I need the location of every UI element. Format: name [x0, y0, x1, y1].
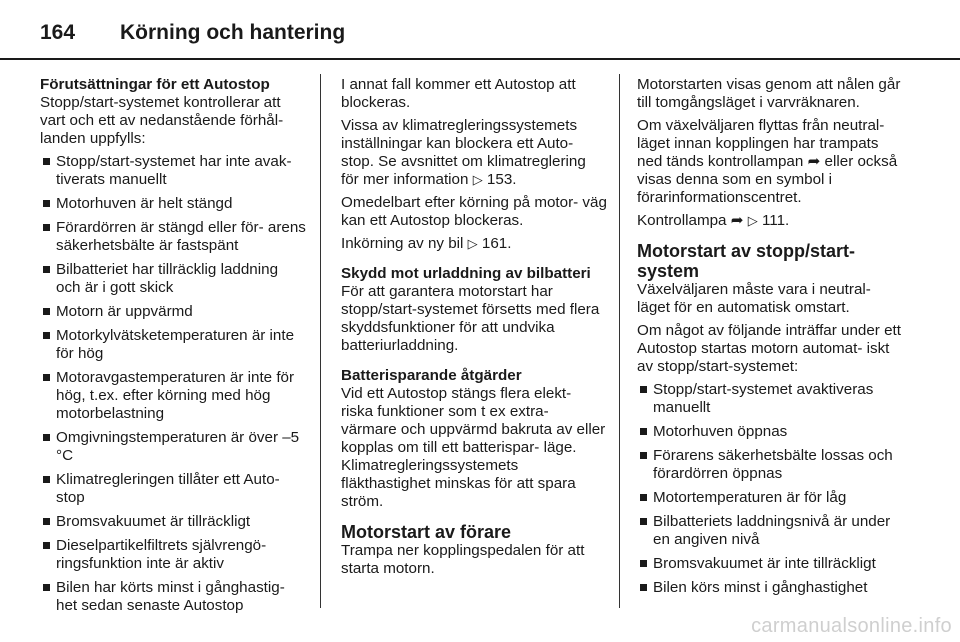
autostop-lamp-icon: ➦	[807, 153, 821, 170]
page-reference-icon: ▷	[747, 213, 758, 228]
list-item: Bromsvakuumet är inte tillräckligt	[637, 555, 903, 573]
paragraph-intro: Stopp/start-systemet kontrollerar att vart och ett av nedanstående förhål- landen uppfylls:	[40, 94, 284, 147]
paragraph-text: Om växelväljaren flyttas från neutral- läget innan kopplingen har trampats ned tänds kontrollampan	[637, 117, 885, 170]
list-item: Bilen körs minst i gånghastighet	[637, 579, 903, 597]
list-item: Omgivningstemperaturen är över –5 °C	[40, 429, 306, 465]
list-item: Dieselpartikelfiltrets självrengö- ringsfunktion inte är aktiv	[40, 537, 306, 573]
restart-conditions-list	[637, 381, 903, 597]
list-item: Bromsvakuumet är tillräckligt	[40, 513, 306, 531]
list-item: Stopp/start-systemet har inte avak- tiverats manuellt	[40, 153, 306, 189]
list-item: Motoravgastemperaturen är inte för hög, t.ex. efter körning med hög motorbelastning	[40, 369, 306, 423]
list-item: Motorhuven är helt stängd	[40, 195, 306, 213]
list-item: Förardörren är stängd eller för- arens säkerhetsbälte är fastspänt	[40, 219, 306, 255]
list-item: Motortemperaturen är för låg	[637, 489, 903, 507]
section-heading-autostop-conditions: Förutsättningar för ett Autostop	[40, 76, 270, 93]
column-2	[341, 76, 607, 583]
paragraph-text: eller också visas denna som en symbol i förarinformationscentret.	[637, 153, 898, 206]
header-rule	[0, 58, 960, 60]
paragraph: Om något av följande inträffar under ett Autostop startas motorn automat- iskt av stopp/start-systemet:	[637, 322, 901, 375]
list-item: Motorhuven öppnas	[637, 423, 903, 441]
list-item: Motorkylvätsketemperaturen är inte för hög	[40, 327, 306, 363]
page-header	[40, 18, 345, 48]
paragraph: Motorstarten visas genom att nålen går till tomgångsläget i varvräknaren.	[637, 76, 901, 111]
paragraph-text: Vissa av klimatregleringssystemets inställningar kan blockera ett Auto- stop. Se avsnittet om klimatreglering för mer information	[341, 117, 586, 188]
paragraph	[341, 117, 607, 189]
list-item: Motorn är uppvärmd	[40, 303, 306, 321]
column-divider-1	[320, 74, 321, 608]
paragraph: Omedelbart efter körning på motor- väg kan ett Autostop blockeras.	[341, 194, 607, 229]
section-heading-system-start: Motorstart av stopp/start-system	[637, 241, 856, 281]
paragraph	[341, 235, 607, 253]
column-3	[637, 76, 903, 603]
paragraph: Trampa ner kopplingspedalen för att starta motorn.	[341, 542, 585, 577]
page-reference-link[interactable]: 161.	[481, 235, 512, 252]
autostop-lamp-icon: ➦	[730, 212, 744, 229]
paragraph: I annat fall kommer ett Autostop att blockeras.	[341, 76, 576, 111]
watermark: carmanualsonline.info	[751, 615, 952, 637]
list-item: Förarens säkerhetsbälte lossas och förardörren öppnas	[637, 447, 903, 483]
page-reference-icon: ▷	[472, 172, 483, 187]
list-item: Klimatregleringen tillåter ett Auto- stop	[40, 471, 306, 507]
column-divider-2	[619, 74, 620, 608]
column-1	[40, 76, 306, 621]
subheading-battery-saving: Batterisparande åtgärder	[341, 367, 522, 384]
subheading-battery-protection: Skydd mot urladdning av bilbatteri	[341, 265, 591, 282]
section-heading-driver-start: Motorstart av förare	[341, 522, 512, 542]
list-item: Bilbatteriets laddningsnivå är under en angiven nivå	[637, 513, 903, 549]
list-item: Bilbatteriet har tillräcklig laddning och är i gott skick	[40, 261, 306, 297]
paragraph: För att garantera motorstart har stopp/start-systemet försetts med flera skyddsfunktioner för att undvika batteriurladdning.	[341, 283, 600, 354]
page-title: Körning och hantering	[120, 21, 346, 44]
page-number: 164	[40, 21, 76, 44]
page-reference-link[interactable]: 153.	[486, 171, 517, 188]
paragraph: Växelväljaren måste vara i neutral- läget för en automatisk omstart.	[637, 281, 871, 316]
conditions-list	[40, 153, 306, 615]
paragraph-text: Kontrollampa	[637, 212, 727, 229]
page-reference-icon: ▷	[467, 236, 478, 251]
paragraph	[637, 212, 903, 230]
list-item: Bilen har körts minst i gånghastig- het sedan senaste Autostop	[40, 579, 306, 615]
paragraph: Vid ett Autostop stängs flera elekt- riska funktioner som t ex extra- värmare och uppvärmd bakruta av eller kopplas om till ett batterispar- läge. Klimatregleringssystemets fläkthastighet minskas för att spara ström.	[341, 385, 606, 510]
paragraph-text: Inkörning av ny bil	[341, 235, 464, 252]
list-item: Stopp/start-systemet avaktiveras manuellt	[637, 381, 903, 417]
paragraph	[637, 117, 903, 207]
page-reference-link[interactable]: 111.	[761, 212, 790, 229]
